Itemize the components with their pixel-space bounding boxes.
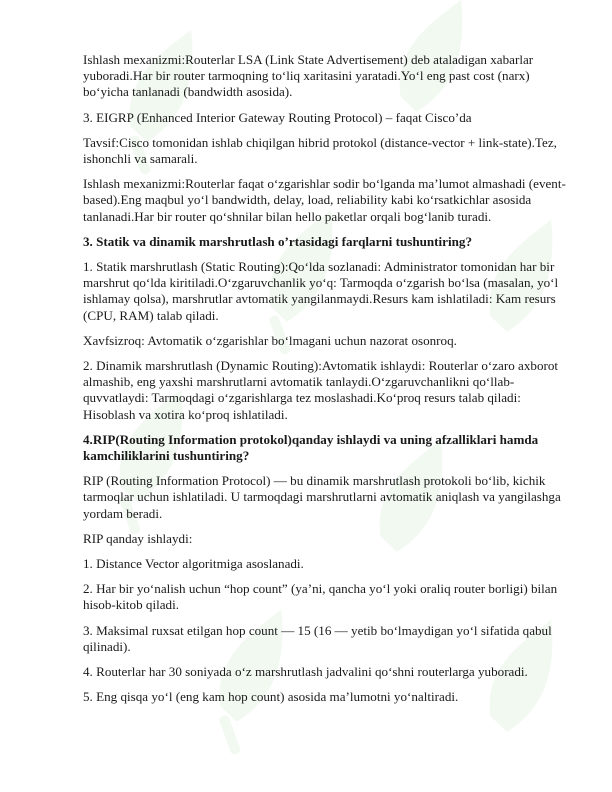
paragraph-static-security: Xavfsizroq: Avtomatik o‘zgarishlar bo‘lmagani uchun nazorat osonroq. xyxy=(83,332,457,348)
list-item: 1. Distance Vector algoritmiga asoslanadi. xyxy=(83,556,304,572)
paragraph-rip-intro: RIP (Routing Information Protocol) — bu dinamik marshrutlash protokoli bo‘lib, kichik tarmoqlar uchun ishlatiladi. U tarmoqdagi marshrutlarni avtomatik aniqlash va yangilashga yordam beradi. xyxy=(83,473,561,521)
question-heading-4: 4.RIP(Routing Information protokol)qanday ishlaydi va uning afzalliklari hamda kamchiliklarini tushuntiring? xyxy=(83,431,539,464)
list-item: 3. Maksimal ruxsat etilgan hop count — 15 (16 — yetib bo‘lmaydigan yo‘l sifatida qabul qilinadi). xyxy=(83,622,552,654)
paragraph-eigrp-title: 3. EIGRP (Enhanced Interior Gateway Routing Protocol) – faqat Cisco’da xyxy=(83,109,472,125)
paragraph-ospf-mechanism: Ishlash mexanizmi:Routerlar LSA (Link State Advertisement) deb ataladigan xabarlar yuboradi.Har bir router tarmoqning to‘liq xaritasini yaratadi.Yo‘l eng past cost (narx) bo‘yicha tanlanadi (bandwidth asosida). xyxy=(83,52,534,100)
paragraph-rip-how: RIP qanday ishlaydi: xyxy=(83,530,193,546)
paragraph-eigrp-description: Tavsif:Cisco tomonidan ishlab chiqilgan hibrid protokol (distance-vector + link-state).Tez, ishonchli va samarali. xyxy=(83,134,557,167)
list-item: 4. Routerlar har 30 soniyada o‘z marshrutlash jadvalini qo‘shni routerlarga yuboradi. xyxy=(83,664,528,680)
list-item: 5. Eng qisqa yo‘l (eng kam hop count) asosida ma’lumotni yo‘naltiradi. xyxy=(83,689,459,705)
question-heading-3: 3. Statik va dinamik marshrutlash o’rtasidagi farqlarni tushuntiring? xyxy=(83,233,472,249)
list-item: 2. Har bir yo‘nalish uchun “hop count” (ya’ni, qancha yo‘l yoki oraliq router borligi) bilan hisob-kitob qiladi. xyxy=(83,581,558,613)
paragraph-static-routing: 1. Statik marshrutlash (Static Routing):Qo‘lda sozlanadi: Administrator tomonidan har bir marshrut qo‘lda kiritiladi.O‘zgaruvchanlik yo‘q: Tarmoqda o‘zgarish bo‘lsa (masalan, yo‘l ishlamay qolsa), marshrutlar avtomatik yangilanmaydi.Resurs kam ishlatiladi: Kam resurs (CPU, RAM) talab qiladi. xyxy=(83,259,559,323)
paragraph-eigrp-mechanism: Ishlash mexanizmi:Routerlar faqat o‘zgarishlar sodir bo‘lganda ma’lumot almashadi (event-based).Eng maqbul yo‘l bandwidth, delay, load, reliability kabi ko‘rsatkichlar asosida tanlanadi.Har bir router qo‘shnilar bilan hello paketlar orqali bog‘lanib turadi. xyxy=(83,176,566,224)
document-body xyxy=(83,52,573,715)
paragraph-dynamic-routing: 2. Dinamik marshrutlash (Dynamic Routing):Avtomatik ishlaydi: Routerlar o‘zaro axborot almashib, eng yaxshi marshrutlarni avtomatik tanlaydi.O‘zgaruvchanlikni qo‘llab-quvvatlaydi: Tarmoqdagi o‘zgarishlarga tez moslashadi.Ko‘proq resurs talab qiladi: Hisoblash va xotira ko‘proq ishlatiladi. xyxy=(83,358,559,422)
